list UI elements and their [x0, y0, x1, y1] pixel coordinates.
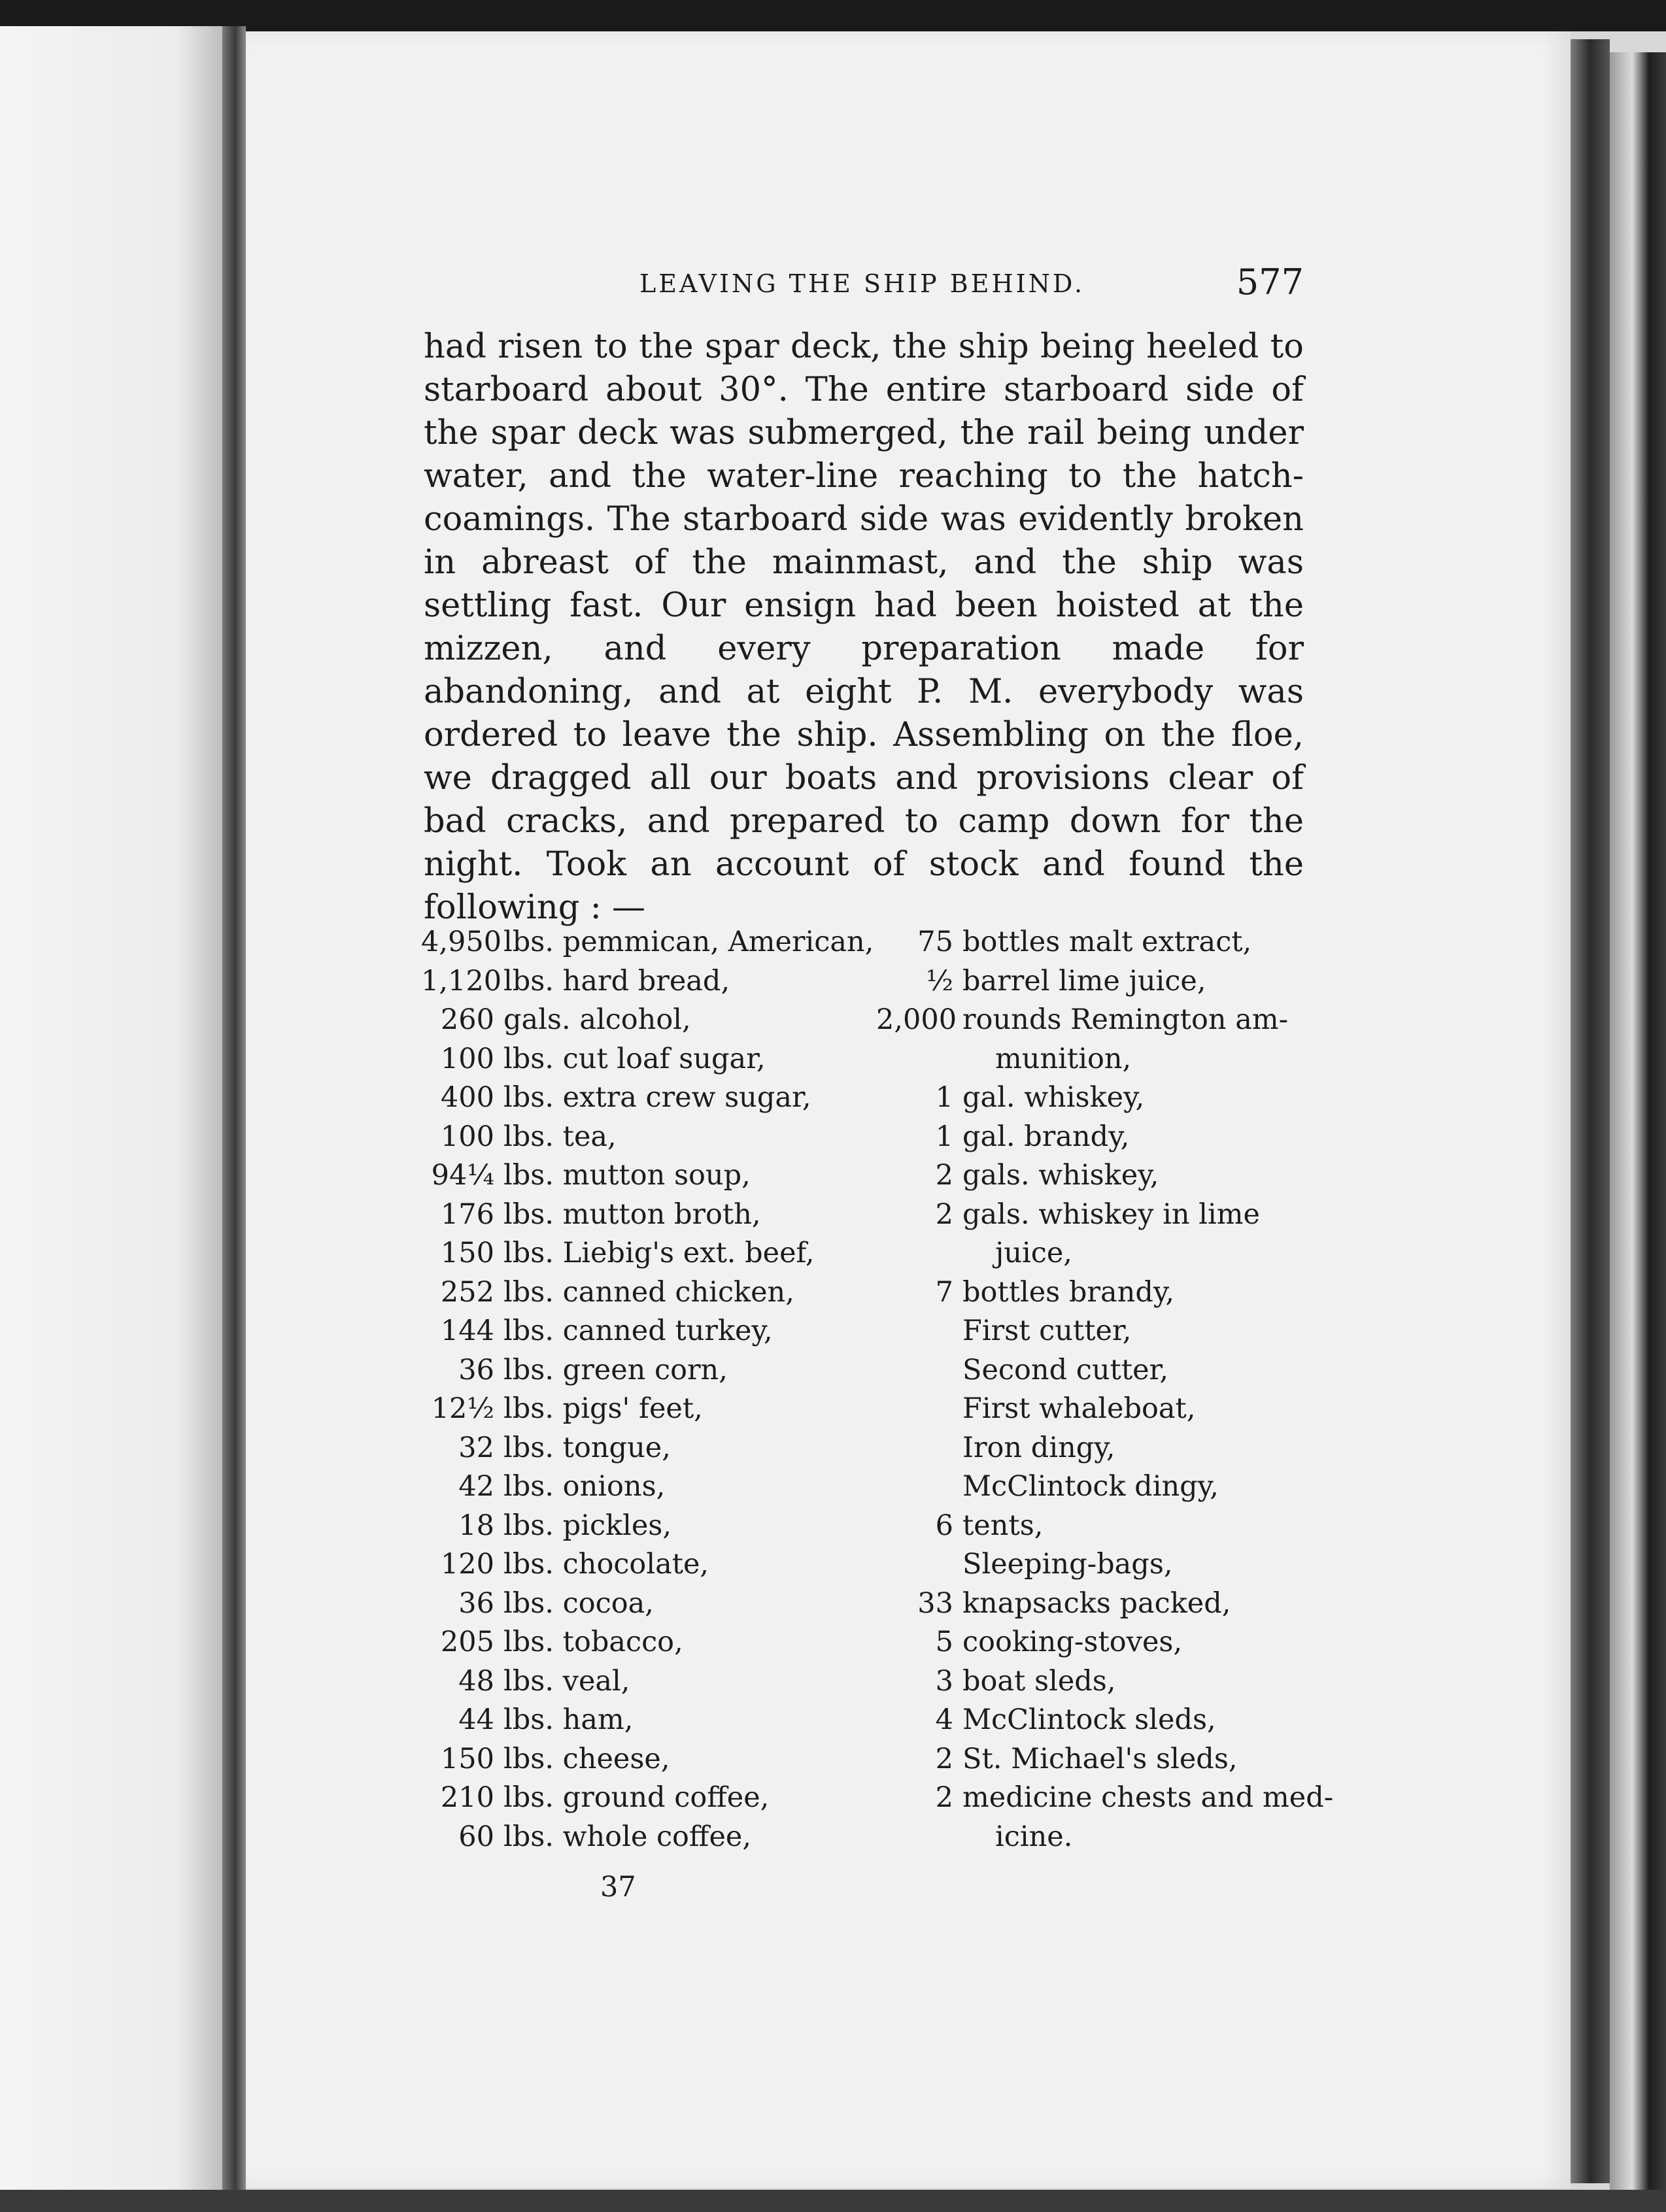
stock-list-right	[876, 923, 1334, 1856]
item-quantity: 48	[458, 1664, 494, 1698]
item-description: First cutter,	[962, 1315, 1132, 1347]
item-description: lbs. extra crew sugar,	[503, 1081, 811, 1114]
item-quantity: 1	[935, 1120, 953, 1153]
list-item	[876, 1390, 1308, 1429]
item-description: bottles malt extract,	[962, 926, 1252, 958]
item-quantity: 36	[458, 1586, 494, 1620]
list-item	[876, 1351, 1308, 1390]
item-description: lbs. mutton broth,	[503, 1198, 761, 1231]
item-description: lbs. tea,	[503, 1120, 617, 1153]
item-quantity: 36	[458, 1353, 494, 1386]
list-item	[421, 1273, 879, 1313]
list-item	[421, 1079, 879, 1118]
item-description: lbs. mutton soup,	[503, 1159, 751, 1192]
item-description: bottles brandy,	[962, 1275, 1175, 1309]
item-description: lbs. whole coffee,	[503, 1820, 752, 1853]
item-quantity: 2	[935, 1198, 953, 1231]
item-description: lbs. cocoa,	[503, 1586, 654, 1620]
item-description: lbs. pemmican, American,	[503, 926, 874, 958]
item-quantity: 252	[440, 1275, 494, 1309]
item-quantity: 60	[458, 1820, 494, 1853]
signature-mark: 37	[600, 1871, 636, 1903]
list-item	[421, 1001, 879, 1040]
item-quantity: 32	[458, 1431, 494, 1464]
item-description: lbs. ham,	[503, 1703, 634, 1736]
item-description: lbs. onions,	[503, 1470, 666, 1503]
item-description: lbs. chocolate,	[503, 1548, 709, 1581]
item-description: lbs. hard bread,	[503, 964, 730, 997]
item-quantity: 3	[935, 1664, 953, 1698]
item-quantity: 210	[440, 1781, 494, 1814]
list-item	[876, 923, 1308, 962]
item-description: gal. whiskey,	[962, 1081, 1145, 1114]
item-quantity: 4	[935, 1703, 953, 1736]
list-item	[421, 1701, 879, 1740]
item-description: McClintock sleds,	[962, 1703, 1216, 1736]
item-description: gals. alcohol,	[503, 1003, 691, 1036]
list-item	[876, 1507, 1308, 1546]
item-quantity: 2	[935, 1159, 953, 1192]
item-description: lbs. pigs' feet,	[503, 1392, 703, 1425]
list-item	[876, 1196, 1308, 1235]
item-quantity: 12½	[431, 1392, 494, 1425]
item-quantity: 44	[458, 1703, 494, 1736]
item-description: lbs. cheese,	[503, 1742, 670, 1775]
body-paragraph	[424, 326, 1304, 930]
page-header	[424, 261, 1304, 307]
item-description: lbs. cut loaf sugar,	[503, 1042, 766, 1075]
item-quantity: 260	[440, 1003, 494, 1036]
list-item	[421, 1623, 879, 1662]
list-item	[876, 1779, 1334, 1818]
item-description: lbs. ground coffee,	[503, 1781, 770, 1814]
item-quantity: 120	[440, 1548, 494, 1581]
list-item	[421, 1040, 879, 1079]
list-item	[421, 1156, 879, 1196]
item-quantity: 33	[917, 1586, 953, 1620]
item-description: gals. whiskey,	[962, 1159, 1159, 1192]
item-quantity: 100	[440, 1120, 494, 1153]
item-quantity: 2,000	[876, 1003, 957, 1036]
item-description: gals. whiskey in lime	[962, 1198, 1260, 1231]
item-quantity: 100	[440, 1042, 494, 1075]
item-quantity: 1,120	[421, 964, 502, 997]
item-continuation: munition,	[995, 1042, 1132, 1075]
page-number: 577	[1236, 261, 1304, 303]
list-item	[421, 1740, 879, 1779]
item-quantity: 205	[440, 1626, 494, 1658]
item-description: First whaleboat,	[962, 1392, 1196, 1425]
list-item	[876, 1273, 1308, 1313]
item-description: medicine chests and med-	[962, 1781, 1334, 1814]
item-quantity: 6	[935, 1509, 953, 1542]
list-item	[876, 1118, 1308, 1157]
item-description: lbs. veal,	[503, 1664, 630, 1698]
list-item	[421, 1779, 879, 1818]
item-quantity: 4,950	[421, 926, 502, 958]
list-item	[876, 1079, 1308, 1118]
list-item	[421, 1545, 879, 1584]
item-description: St. Michael's sleds,	[962, 1742, 1238, 1775]
list-item	[421, 1662, 879, 1701]
list-item	[876, 1662, 1308, 1701]
list-item	[421, 1584, 879, 1624]
item-quantity: 144	[440, 1315, 494, 1347]
item-continuation: juice,	[995, 1237, 1072, 1269]
paragraph-text: had risen to the spar deck, the ship being heeled to starboard about 30°. The entire starboard side of the spar deck was submerged, the rail being under water, and the water-line reaching to the hatch-coamings. The starboard side was evidently broken in abreast of the mainmast, and the ship was settling fast. Our ensign had been hoisted at the mizzen, and every preparation made for abandoning, and at eight P. M. everybody was ordered to leave the ship. Assembling on the floe, we dragged all our boats and provisions clear of bad cracks, and prepared to camp down for the night. Took an account of stock and found the following : —	[424, 327, 1304, 927]
item-quantity: 2	[935, 1781, 953, 1814]
list-item	[421, 1196, 879, 1235]
list-item	[876, 1740, 1308, 1779]
item-description: rounds Remington am-	[962, 1003, 1289, 1036]
page-edge-shadow	[1571, 39, 1610, 2183]
list-item	[421, 1467, 879, 1507]
item-quantity: 42	[458, 1470, 494, 1503]
list-item	[421, 1312, 879, 1351]
item-quantity: 94¼	[431, 1159, 494, 1192]
item-quantity: 176	[440, 1198, 494, 1231]
list-item	[876, 1584, 1308, 1624]
item-quantity: 75	[917, 926, 953, 958]
scan-bottom-border	[0, 2190, 1666, 2212]
item-quantity: 2	[935, 1742, 953, 1775]
list-item	[421, 1429, 879, 1468]
item-description: Sleeping-bags,	[962, 1548, 1173, 1581]
book-cover-edge	[1610, 52, 1666, 2209]
list-item	[876, 1001, 1308, 1040]
facing-page	[0, 26, 222, 2190]
item-description: Iron dingy,	[962, 1431, 1115, 1464]
item-continuation: icine.	[995, 1820, 1073, 1853]
list-item	[876, 1156, 1308, 1196]
item-description: knapsacks packed,	[962, 1586, 1231, 1620]
stock-list-left	[421, 923, 879, 1856]
item-description: cooking-stoves,	[962, 1626, 1183, 1658]
item-description: McClintock dingy,	[962, 1470, 1219, 1503]
list-item	[421, 1118, 879, 1157]
list-item	[876, 1312, 1308, 1351]
list-item	[876, 1623, 1308, 1662]
item-description: lbs. tongue,	[503, 1431, 671, 1464]
item-description: gal. brandy,	[962, 1120, 1130, 1153]
item-description: lbs. canned chicken,	[503, 1275, 794, 1309]
list-item	[421, 1234, 879, 1273]
item-description: lbs. canned turkey,	[503, 1315, 773, 1347]
running-head: LEAVING THE SHIP BEHIND.	[639, 269, 1085, 298]
item-description: Second cutter,	[962, 1353, 1169, 1386]
scan-top-border	[0, 0, 1666, 31]
item-quantity: ½	[926, 964, 953, 997]
list-item	[421, 1351, 879, 1390]
item-description: lbs. pickles,	[503, 1509, 672, 1542]
item-quantity: 7	[935, 1275, 953, 1309]
book-gutter	[222, 26, 246, 2190]
list-item	[876, 962, 1308, 1001]
list-item	[421, 923, 879, 962]
item-description: tents,	[962, 1509, 1044, 1542]
item-description: lbs. green corn,	[503, 1353, 728, 1386]
item-quantity: 150	[440, 1742, 494, 1775]
item-description: barrel lime juice,	[962, 964, 1206, 997]
item-quantity: 5	[935, 1626, 953, 1658]
list-item	[876, 1545, 1308, 1584]
list-item	[876, 1701, 1308, 1740]
item-description: boat sleds,	[962, 1664, 1116, 1698]
item-quantity: 18	[458, 1509, 494, 1542]
list-item	[421, 1507, 879, 1546]
item-quantity: 400	[440, 1081, 494, 1114]
list-item	[421, 1390, 879, 1429]
list-item	[876, 1429, 1308, 1468]
list-item	[876, 1467, 1308, 1507]
item-description: lbs. Liebig's ext. beef,	[503, 1237, 815, 1269]
item-quantity: 150	[440, 1237, 494, 1269]
item-description: lbs. tobacco,	[503, 1626, 683, 1658]
item-quantity: 1	[935, 1081, 953, 1114]
list-item	[421, 1818, 879, 1857]
list-item	[421, 962, 879, 1001]
